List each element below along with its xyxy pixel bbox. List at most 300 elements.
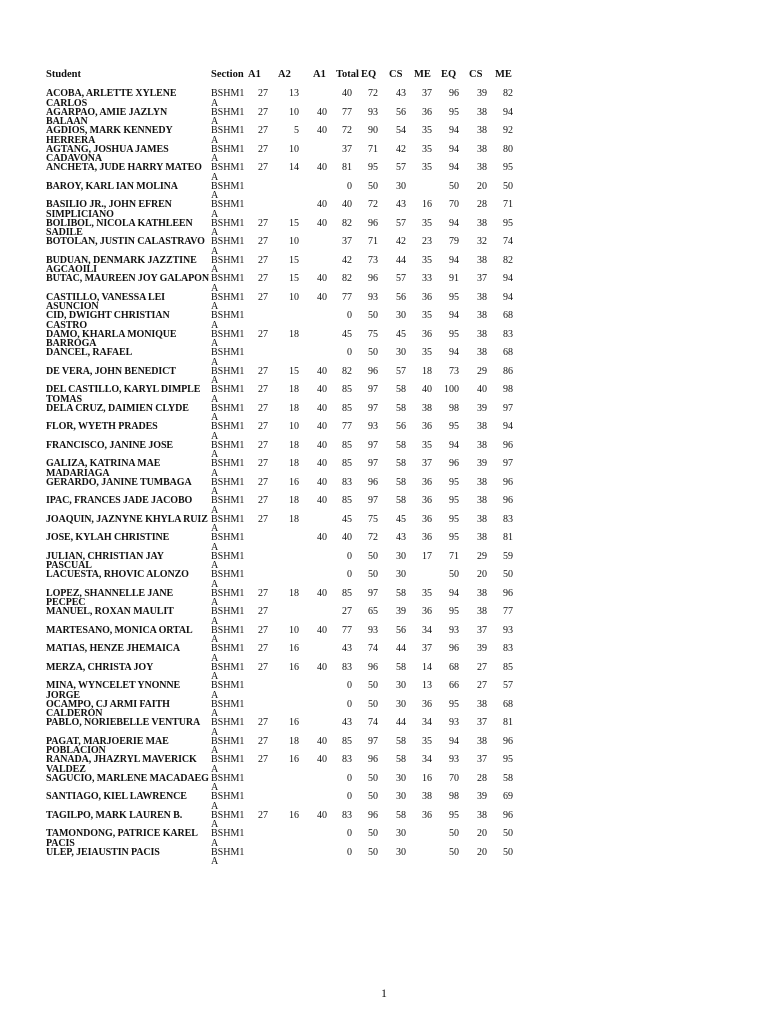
eq-second-cell: 73 bbox=[449, 365, 459, 377]
cs-second-cell: 38 bbox=[477, 421, 487, 432]
total-cell: 77 bbox=[342, 291, 352, 303]
eq-cell: 97 bbox=[368, 384, 378, 395]
header-me: ME bbox=[414, 69, 431, 80]
a2-cell: 10 bbox=[289, 106, 299, 118]
section-cell: BSHM1 A bbox=[211, 236, 245, 257]
student-name: ANCHETA, JUDE HARRY MATEO bbox=[46, 162, 202, 173]
me-cell: 36 bbox=[422, 291, 432, 303]
me-second-cell: 96 bbox=[503, 587, 513, 599]
a2-cell: 18 bbox=[289, 458, 299, 469]
eq-cell: 93 bbox=[368, 106, 378, 118]
me-second-cell: 81 bbox=[503, 532, 513, 543]
student-name: MINA, WYNCELET YNONNE JORGE bbox=[46, 680, 181, 701]
cs-cell: 39 bbox=[396, 606, 406, 617]
me-cell: 35 bbox=[422, 217, 432, 229]
eq-cell: 75 bbox=[368, 513, 378, 525]
me-cell: 36 bbox=[422, 106, 432, 118]
me-second-cell: 82 bbox=[503, 88, 513, 99]
cs-second-cell: 38 bbox=[477, 587, 487, 599]
cs-cell: 56 bbox=[396, 106, 406, 118]
eq-cell: 90 bbox=[368, 125, 378, 136]
student-name: BOLIBOL, NICOLA KATHLEEN SADILE bbox=[46, 217, 193, 238]
table-row bbox=[0, 404, 768, 423]
cs-cell: 58 bbox=[396, 809, 406, 821]
table-row bbox=[0, 441, 768, 460]
table-row bbox=[0, 200, 768, 219]
cs-second-cell: 39 bbox=[477, 643, 487, 654]
table-row bbox=[0, 256, 768, 275]
cs-second-cell: 38 bbox=[477, 513, 487, 525]
cs-cell: 43 bbox=[396, 532, 406, 543]
section-cell: BSHM1 A bbox=[211, 310, 245, 331]
a2-cell: 10 bbox=[289, 143, 299, 155]
me-cell: 35 bbox=[422, 439, 432, 451]
a1-cell: 27 bbox=[258, 365, 268, 377]
table-row bbox=[0, 552, 768, 571]
a2-cell: 16 bbox=[289, 643, 299, 654]
eq-cell: 50 bbox=[368, 698, 378, 710]
a1-cell: 27 bbox=[258, 106, 268, 118]
total-cell: 0 bbox=[347, 569, 352, 580]
cs-cell: 54 bbox=[396, 125, 406, 136]
a2-cell: 16 bbox=[289, 717, 299, 728]
section-cell: BSHM1 A bbox=[211, 550, 245, 572]
table-row bbox=[0, 718, 768, 737]
student-name: TAGILPO, MARK LAUREN B. bbox=[46, 809, 183, 821]
cs-cell: 30 bbox=[396, 550, 406, 562]
section-cell: BSHM1 A bbox=[211, 587, 245, 609]
table-row bbox=[0, 182, 768, 201]
eq-cell: 50 bbox=[368, 846, 378, 858]
cs-second-cell: 29 bbox=[477, 550, 487, 562]
a1-second-cell: 40 bbox=[317, 587, 327, 599]
cs-second-cell: 37 bbox=[477, 717, 487, 728]
total-cell: 45 bbox=[342, 328, 352, 340]
eq-cell: 65 bbox=[368, 606, 378, 617]
a2-cell: 16 bbox=[289, 754, 299, 765]
eq-cell: 97 bbox=[368, 458, 378, 469]
eq-second-cell: 70 bbox=[449, 199, 459, 210]
a1-second-cell: 40 bbox=[317, 162, 327, 173]
cs-cell: 58 bbox=[396, 439, 406, 451]
section-cell: BSHM1 A bbox=[211, 273, 245, 294]
eq-second-cell: 95 bbox=[449, 328, 459, 340]
table-row bbox=[0, 163, 768, 182]
section-cell: BSHM1 A bbox=[211, 439, 245, 461]
eq-cell: 50 bbox=[368, 828, 378, 839]
table-row bbox=[0, 126, 768, 145]
a1-cell: 27 bbox=[258, 328, 268, 340]
me-cell: 35 bbox=[422, 162, 432, 173]
cs-second-cell: 28 bbox=[477, 772, 487, 784]
eq-second-cell: 50 bbox=[449, 569, 459, 580]
a2-cell: 18 bbox=[289, 384, 299, 395]
student-name: ULEP, JEIAUSTIN PACIS bbox=[46, 846, 160, 858]
me-second-cell: 85 bbox=[503, 661, 513, 673]
total-cell: 0 bbox=[347, 310, 352, 321]
cs-second-cell: 38 bbox=[477, 310, 487, 321]
table-row bbox=[0, 589, 768, 608]
me-second-cell: 81 bbox=[503, 717, 513, 728]
total-cell: 0 bbox=[347, 846, 352, 858]
me-second-cell: 83 bbox=[503, 643, 513, 654]
total-cell: 85 bbox=[342, 458, 352, 469]
eq-cell: 72 bbox=[368, 532, 378, 543]
me-cell: 35 bbox=[422, 125, 432, 136]
eq-cell: 72 bbox=[368, 199, 378, 210]
eq-second-cell: 50 bbox=[449, 846, 459, 858]
total-cell: 83 bbox=[342, 809, 352, 821]
me-cell: 34 bbox=[422, 717, 432, 728]
cs-second-cell: 37 bbox=[477, 273, 487, 284]
me-cell: 35 bbox=[422, 254, 432, 266]
eq-cell: 96 bbox=[368, 754, 378, 765]
a2-cell: 18 bbox=[289, 587, 299, 599]
table-row bbox=[0, 644, 768, 663]
total-cell: 0 bbox=[347, 347, 352, 358]
student-name: DELA CRUZ, DAIMIEN CLYDE bbox=[46, 402, 189, 414]
eq-cell: 96 bbox=[368, 476, 378, 488]
me-second-cell: 97 bbox=[503, 458, 513, 469]
cs-cell: 58 bbox=[396, 661, 406, 673]
table-row bbox=[0, 774, 768, 793]
total-cell: 85 bbox=[342, 402, 352, 414]
cs-cell: 30 bbox=[396, 310, 406, 321]
a1-second-cell: 40 bbox=[317, 532, 327, 543]
cs-second-cell: 29 bbox=[477, 365, 487, 377]
section-cell: BSHM1 A bbox=[211, 735, 245, 757]
cs-second-cell: 38 bbox=[477, 106, 487, 118]
table-row bbox=[0, 792, 768, 811]
a1-cell: 27 bbox=[258, 291, 268, 303]
total-cell: 85 bbox=[342, 384, 352, 395]
total-cell: 81 bbox=[342, 162, 352, 173]
student-name: CID, DWIGHT CHRISTIAN CASTRO bbox=[46, 310, 170, 331]
section-cell: BSHM1 A bbox=[211, 125, 245, 146]
student-name: BAROY, KARL IAN MOLINA bbox=[46, 180, 178, 192]
table-row bbox=[0, 274, 768, 293]
student-name: AGARPAO, AMIE JAZLYN BALAAN bbox=[46, 106, 168, 127]
me-cell: 34 bbox=[422, 754, 432, 765]
eq-second-cell: 95 bbox=[449, 606, 459, 617]
a1-cell: 27 bbox=[258, 402, 268, 414]
total-cell: 0 bbox=[347, 698, 352, 710]
a1-second-cell: 40 bbox=[317, 735, 327, 747]
me-cell: 36 bbox=[422, 809, 432, 821]
me-cell: 36 bbox=[422, 606, 432, 617]
eq-cell: 95 bbox=[368, 162, 378, 173]
table-row bbox=[0, 478, 768, 497]
table-row bbox=[0, 515, 768, 534]
eq-second-cell: 96 bbox=[449, 88, 459, 99]
me-second-cell: 82 bbox=[503, 254, 513, 266]
me-second-cell: 83 bbox=[503, 328, 513, 340]
cs-cell: 30 bbox=[396, 569, 406, 580]
eq-cell: 93 bbox=[368, 421, 378, 432]
a2-cell: 13 bbox=[289, 88, 299, 99]
eq-cell: 71 bbox=[368, 236, 378, 247]
table-row bbox=[0, 367, 768, 386]
total-cell: 85 bbox=[342, 587, 352, 599]
eq-second-cell: 94 bbox=[449, 254, 459, 266]
me-cell: 37 bbox=[422, 643, 432, 654]
cs-second-cell: 38 bbox=[477, 439, 487, 451]
student-name: JOAQUIN, JAZNYNE KHYLA RUIZ bbox=[46, 513, 208, 525]
cs-cell: 58 bbox=[396, 495, 406, 506]
total-cell: 43 bbox=[342, 717, 352, 728]
a1-second-cell: 40 bbox=[317, 402, 327, 414]
cs-cell: 58 bbox=[396, 384, 406, 395]
cs-cell: 58 bbox=[396, 587, 406, 599]
table-row bbox=[0, 811, 768, 830]
section-cell: BSHM1 A bbox=[211, 328, 245, 350]
me-cell: 13 bbox=[422, 680, 432, 691]
eq-second-cell: 94 bbox=[449, 143, 459, 155]
me-cell: 40 bbox=[422, 384, 432, 395]
a1-second-cell: 40 bbox=[317, 106, 327, 118]
student-name: JULIAN, CHRISTIAN JAY PASCUAL bbox=[46, 550, 164, 571]
student-name: DAMO, KHARLA MONIQUE BARROGA bbox=[46, 328, 177, 349]
section-cell: BSHM1 A bbox=[211, 532, 245, 553]
student-name: DEL CASTILLO, KARYL DIMPLE TOMAS bbox=[46, 384, 201, 405]
cs-second-cell: 39 bbox=[477, 458, 487, 469]
me-cell: 35 bbox=[422, 143, 432, 155]
me-second-cell: 96 bbox=[503, 735, 513, 747]
cs-cell: 30 bbox=[396, 698, 406, 710]
eq-second-cell: 95 bbox=[449, 495, 459, 506]
cs-cell: 58 bbox=[396, 476, 406, 488]
a1-second-cell: 40 bbox=[317, 125, 327, 136]
total-cell: 77 bbox=[342, 624, 352, 636]
cs-cell: 30 bbox=[396, 772, 406, 784]
eq-cell: 97 bbox=[368, 495, 378, 506]
cs-second-cell: 39 bbox=[477, 402, 487, 414]
student-name: FRANCISCO, JANINE JOSE bbox=[46, 439, 173, 451]
section-cell: BSHM1 A bbox=[211, 254, 245, 276]
me-second-cell: 95 bbox=[503, 162, 513, 173]
me-second-cell: 50 bbox=[503, 846, 513, 858]
a1-cell: 27 bbox=[258, 254, 268, 266]
table-row bbox=[0, 219, 768, 238]
eq-second-cell: 66 bbox=[449, 680, 459, 691]
section-cell: BSHM1 A bbox=[211, 791, 245, 812]
table-row bbox=[0, 570, 768, 589]
me-second-cell: 83 bbox=[503, 513, 513, 525]
section-cell: BSHM1 A bbox=[211, 458, 245, 479]
eq-second-cell: 94 bbox=[449, 162, 459, 173]
header-section: Section bbox=[211, 69, 244, 80]
student-name: BUDUAN, DENMARK JAZZTINE AGCAOILI bbox=[46, 254, 197, 275]
header-cs: CS bbox=[389, 69, 403, 80]
eq-second-cell: 95 bbox=[449, 106, 459, 118]
me-second-cell: 95 bbox=[503, 217, 513, 229]
total-cell: 40 bbox=[342, 532, 352, 543]
cs-cell: 57 bbox=[396, 217, 406, 229]
eq-cell: 72 bbox=[368, 88, 378, 99]
total-cell: 85 bbox=[342, 439, 352, 451]
total-cell: 85 bbox=[342, 735, 352, 747]
me-cell: 38 bbox=[422, 402, 432, 414]
a2-cell: 14 bbox=[289, 162, 299, 173]
cs-second-cell: 32 bbox=[477, 236, 487, 247]
eq-cell: 50 bbox=[368, 680, 378, 691]
a2-cell: 16 bbox=[289, 476, 299, 488]
student-name: TAMONDONG, PATRICE KAREL PACIS bbox=[46, 828, 198, 849]
eq-second-cell: 95 bbox=[449, 421, 459, 432]
eq-second-cell: 70 bbox=[449, 772, 459, 784]
me-second-cell: 96 bbox=[503, 809, 513, 821]
table-row bbox=[0, 237, 768, 256]
me-cell: 23 bbox=[422, 236, 432, 247]
cs-second-cell: 28 bbox=[477, 199, 487, 210]
a2-cell: 5 bbox=[294, 125, 299, 136]
eq-cell: 71 bbox=[368, 143, 378, 155]
cs-second-cell: 38 bbox=[477, 809, 487, 821]
eq-second-cell: 98 bbox=[449, 791, 459, 802]
eq-second-cell: 79 bbox=[449, 236, 459, 247]
me-second-cell: 50 bbox=[503, 828, 513, 839]
section-cell: BSHM1 A bbox=[211, 347, 245, 368]
cs-second-cell: 38 bbox=[477, 328, 487, 340]
table-row bbox=[0, 533, 768, 552]
total-cell: 0 bbox=[347, 680, 352, 691]
cs-cell: 58 bbox=[396, 754, 406, 765]
header-student: Student bbox=[46, 69, 82, 80]
a1-second-cell: 40 bbox=[317, 421, 327, 432]
eq-second-cell: 94 bbox=[449, 587, 459, 599]
a1-cell: 27 bbox=[258, 587, 268, 599]
me-second-cell: 97 bbox=[503, 402, 513, 414]
section-cell: BSHM1 A bbox=[211, 772, 245, 794]
eq-cell: 96 bbox=[368, 217, 378, 229]
me-second-cell: 50 bbox=[503, 569, 513, 580]
table-row bbox=[0, 663, 768, 682]
a1-cell: 27 bbox=[258, 809, 268, 821]
eq-second-cell: 95 bbox=[449, 532, 459, 543]
table-row bbox=[0, 681, 768, 700]
total-cell: 27 bbox=[342, 606, 352, 617]
eq-cell: 74 bbox=[368, 717, 378, 728]
section-cell: BSHM1 A bbox=[211, 402, 245, 424]
me-cell: 33 bbox=[422, 273, 432, 284]
cs-cell: 30 bbox=[396, 846, 406, 858]
total-cell: 37 bbox=[342, 143, 352, 155]
eq-second-cell: 50 bbox=[449, 828, 459, 839]
total-cell: 77 bbox=[342, 106, 352, 118]
a2-cell: 10 bbox=[289, 624, 299, 636]
a1-cell: 27 bbox=[258, 643, 268, 654]
section-cell: BSHM1 A bbox=[211, 180, 245, 202]
me-second-cell: 86 bbox=[503, 365, 513, 377]
a1-cell: 27 bbox=[258, 458, 268, 469]
me-second-cell: 74 bbox=[503, 236, 513, 247]
total-cell: 72 bbox=[342, 125, 352, 136]
a1-cell: 27 bbox=[258, 754, 268, 765]
me-cell: 36 bbox=[422, 532, 432, 543]
me-second-cell: 96 bbox=[503, 495, 513, 506]
cs-second-cell: 38 bbox=[477, 254, 487, 266]
section-cell: BSHM1 A bbox=[211, 698, 245, 720]
a1-cell: 27 bbox=[258, 606, 268, 617]
total-cell: 42 bbox=[342, 254, 352, 266]
a1-cell: 27 bbox=[258, 421, 268, 432]
table-row bbox=[0, 108, 768, 127]
a1-second-cell: 40 bbox=[317, 661, 327, 673]
me-second-cell: 96 bbox=[503, 476, 513, 488]
eq-second-cell: 95 bbox=[449, 476, 459, 488]
a2-cell: 10 bbox=[289, 236, 299, 247]
me-cell: 14 bbox=[422, 661, 432, 673]
cs-second-cell: 27 bbox=[477, 680, 487, 691]
a2-cell: 18 bbox=[289, 328, 299, 340]
table-row bbox=[0, 607, 768, 626]
cs-second-cell: 20 bbox=[477, 180, 487, 192]
table-row bbox=[0, 755, 768, 774]
table-row bbox=[0, 737, 768, 756]
a1-second-cell: 40 bbox=[317, 291, 327, 303]
cs-cell: 44 bbox=[396, 717, 406, 728]
eq-second-cell: 50 bbox=[449, 180, 459, 192]
eq-second-cell: 93 bbox=[449, 754, 459, 765]
a1-cell: 27 bbox=[258, 88, 268, 99]
a2-cell: 18 bbox=[289, 735, 299, 747]
me-cell: 35 bbox=[422, 347, 432, 358]
eq-cell: 50 bbox=[368, 791, 378, 802]
a2-cell: 15 bbox=[289, 254, 299, 266]
section-cell: BSHM1 A bbox=[211, 717, 245, 738]
total-cell: 82 bbox=[342, 365, 352, 377]
eq-second-cell: 96 bbox=[449, 458, 459, 469]
student-name: DANCEL, RAFAEL bbox=[46, 347, 133, 358]
total-cell: 37 bbox=[342, 236, 352, 247]
a2-cell: 10 bbox=[289, 291, 299, 303]
cs-second-cell: 39 bbox=[477, 791, 487, 802]
eq-second-cell: 95 bbox=[449, 809, 459, 821]
total-cell: 77 bbox=[342, 421, 352, 432]
a2-cell: 18 bbox=[289, 513, 299, 525]
a2-cell: 18 bbox=[289, 402, 299, 414]
table-row bbox=[0, 145, 768, 164]
student-name: AGTANG, JOSHUA JAMES CADAVONA bbox=[46, 143, 169, 164]
eq-cell: 96 bbox=[368, 809, 378, 821]
total-cell: 0 bbox=[347, 828, 352, 839]
me-second-cell: 58 bbox=[503, 772, 513, 784]
cs-second-cell: 38 bbox=[477, 735, 487, 747]
student-name: DE VERA, JOHN BENEDICT bbox=[46, 365, 176, 377]
me-second-cell: 98 bbox=[503, 384, 513, 395]
eq-second-cell: 94 bbox=[449, 347, 459, 358]
me-cell: 35 bbox=[422, 310, 432, 321]
eq-cell: 97 bbox=[368, 587, 378, 599]
me-cell: 36 bbox=[422, 495, 432, 506]
cs-cell: 57 bbox=[396, 162, 406, 173]
cs-cell: 57 bbox=[396, 365, 406, 377]
cs-cell: 57 bbox=[396, 273, 406, 284]
section-cell: BSHM1 A bbox=[211, 88, 245, 109]
student-name: AGDIOS, MARK KENNEDY HERRERA bbox=[46, 125, 173, 146]
me-cell: 37 bbox=[422, 458, 432, 469]
section-cell: BSHM1 A bbox=[211, 809, 245, 831]
eq-second-cell: 94 bbox=[449, 735, 459, 747]
eq-second-cell: 95 bbox=[449, 291, 459, 303]
cs-cell: 56 bbox=[396, 624, 406, 636]
me-cell: 36 bbox=[422, 513, 432, 525]
eq-cell: 74 bbox=[368, 643, 378, 654]
section-cell: BSHM1 A bbox=[211, 421, 245, 442]
eq-cell: 50 bbox=[368, 550, 378, 562]
cs-cell: 44 bbox=[396, 254, 406, 266]
a1-cell: 27 bbox=[258, 125, 268, 136]
